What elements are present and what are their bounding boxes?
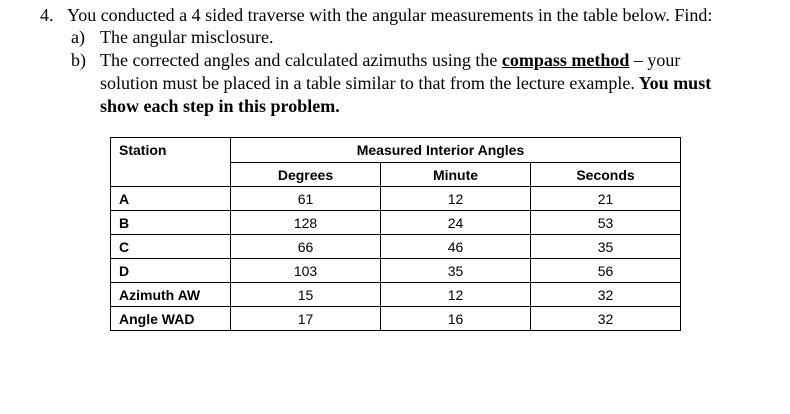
table-row [111,211,681,235]
table-row [111,307,681,331]
part-b-label: b) [71,50,86,70]
degrees-cell: 66 [231,235,381,259]
station-header-blank [111,163,231,187]
minutes-cell: 46 [381,235,531,259]
degrees-cell: 103 [231,259,381,283]
station-header: Station [111,138,231,163]
seconds-cell: 53 [531,211,681,235]
station-label: A [111,187,231,211]
part-b-text-before: The corrected angles and calculated azimuths using the [100,50,502,70]
degrees-cell: 128 [231,211,381,235]
minute-header: Minute [381,163,531,187]
minutes-cell: 16 [381,307,531,331]
part-b-line-3: show each step in this problem. [100,96,340,116]
part-b-line-1 [100,50,680,71]
minutes-cell: 12 [381,187,531,211]
part-b-line2-bold: You must [634,73,712,93]
degrees-cell: 15 [231,283,381,307]
station-label: C [111,235,231,259]
part-b-emphasis: compass method [501,50,630,70]
part-b-line2-text: solution must be placed in a table similar to that from the lecture example. [100,73,635,93]
table-row [111,259,681,283]
question-stem: You conducted a 4 sided traverse with the angular measurements in the table below. Find: [67,5,713,25]
part-b-line-2 [100,73,711,94]
angles-table [110,137,681,331]
part-b-text-after: – your [629,50,681,70]
station-label: Azimuth AW [111,283,231,307]
minutes-cell: 35 [381,259,531,283]
table-row [111,283,681,307]
part-a-label: a) [71,27,85,47]
seconds-cell: 21 [531,187,681,211]
seconds-header: Seconds [531,163,681,187]
table-row [111,187,681,211]
seconds-cell: 32 [531,307,681,331]
degrees-cell: 61 [231,187,381,211]
question-number: 4. [40,5,54,25]
seconds-cell: 56 [531,259,681,283]
station-label: Angle WAD [111,307,231,331]
minutes-cell: 12 [381,283,531,307]
seconds-cell: 32 [531,283,681,307]
station-label: B [111,211,231,235]
table-row [111,235,681,259]
table-header-row [111,138,681,163]
degrees-header: Degrees [231,163,381,187]
station-label: D [111,259,231,283]
seconds-cell: 35 [531,235,681,259]
degrees-cell: 17 [231,307,381,331]
minutes-cell: 24 [381,211,531,235]
measured-angles-header: Measured Interior Angles [231,138,681,163]
part-a-text: The angular misclosure. [100,27,274,47]
table-subheader-row [111,163,681,187]
